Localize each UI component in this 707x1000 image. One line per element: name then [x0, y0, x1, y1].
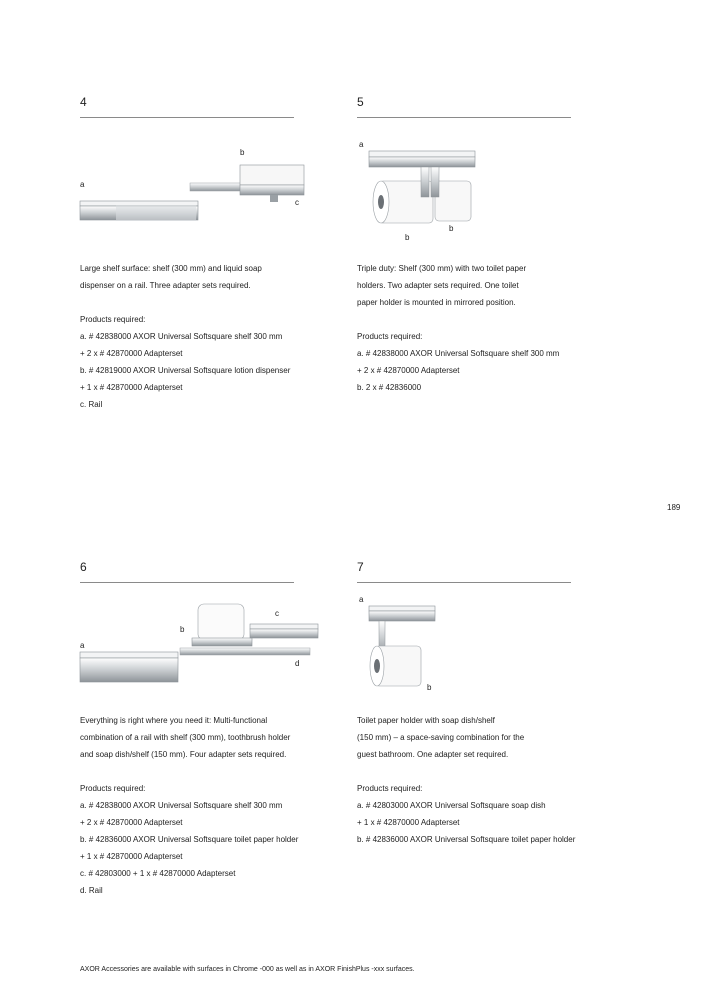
- product-line: + 1 x # 42870000 Adapterset: [80, 383, 183, 392]
- product-line: c. # 42803000 + 1 x # 42870000 Adapterset: [80, 869, 236, 878]
- description-line: Everything is right where you need it: Multi-functional: [80, 716, 268, 725]
- products-heading: Products required:: [357, 332, 423, 341]
- product-line: b. # 42819000 AXOR Universal Softsquare lotion dispenser: [80, 366, 291, 375]
- description-line: combination of a rail with shelf (300 mm), toothbrush holder: [80, 733, 291, 742]
- product-image-shelf-two-paper-holders: [357, 125, 597, 242]
- callout-b: b: [405, 233, 410, 242]
- callout-a: a: [359, 140, 364, 149]
- description-line: dispenser on a rail. Three adapter sets required.: [80, 281, 251, 290]
- products-heading: Products required:: [80, 784, 146, 793]
- products-heading: Products required:: [357, 784, 423, 793]
- description-line: Large shelf surface: shelf (300 mm) and liquid soap: [80, 264, 262, 273]
- product-line: a. # 42838000 AXOR Universal Softsquare shelf 300 mm: [357, 349, 560, 358]
- product-line: b. # 42836000 AXOR Universal Softsquare toilet paper holder: [357, 835, 576, 844]
- section-divider: [357, 582, 571, 583]
- section-text: [357, 712, 575, 848]
- description-line: holders. Two adapter sets required. One toilet: [357, 281, 519, 290]
- callout-a: a: [359, 595, 364, 604]
- product-line: + 1 x # 42870000 Adapterset: [80, 852, 183, 861]
- product-line: d. Rail: [80, 886, 103, 895]
- section-number: 5: [357, 95, 364, 109]
- section-text: [80, 712, 298, 899]
- products-heading: Products required:: [80, 315, 146, 324]
- product-line: + 2 x # 42870000 Adapterset: [80, 818, 183, 827]
- product-line: a. # 42838000 AXOR Universal Softsquare shelf 300 mm: [80, 801, 283, 810]
- footer-note: AXOR Accessories are available with surfaces in Chrome -000 as well as in AXOR FinishPlus -xxx surfaces.: [80, 966, 415, 973]
- description-line: Toilet paper holder with soap dish/shelf: [357, 716, 495, 725]
- product-line: a. # 42803000 AXOR Universal Softsquare soap dish: [357, 801, 546, 810]
- section-number: 6: [80, 560, 87, 574]
- description-line: guest bathroom. One adapter set required.: [357, 750, 509, 759]
- callout-a: a: [80, 641, 85, 650]
- section-divider: [80, 582, 294, 583]
- description-line: Triple duty: Shelf (300 mm) with two toilet paper: [357, 264, 527, 273]
- section-divider: [357, 117, 571, 118]
- callout-b: b: [427, 683, 432, 692]
- description-line: (150 mm) – a space-saving combination for the: [357, 733, 525, 742]
- product-line: b. 2 x # 42836000: [357, 383, 422, 392]
- callout-b: b: [240, 148, 245, 157]
- product-line: c. Rail: [80, 400, 103, 409]
- product-image-shelf-rail-dispenser: [80, 125, 320, 230]
- product-line: + 1 x # 42870000 Adapterset: [357, 818, 460, 827]
- section-number: 4: [80, 95, 87, 109]
- section-text: [357, 260, 559, 396]
- product-line: b. # 42836000 AXOR Universal Softsquare toilet paper holder: [80, 835, 299, 844]
- section-text: [80, 260, 290, 413]
- section-divider: [80, 117, 294, 118]
- page-number: 189: [667, 503, 681, 512]
- description-line: paper holder is mounted in mirrored position.: [357, 298, 516, 307]
- description-line: and soap dish/shelf (150 mm). Four adapter sets required.: [80, 750, 287, 759]
- callout-c: c: [275, 609, 279, 618]
- callout-b: b: [180, 625, 185, 634]
- callout-b: b: [449, 224, 454, 233]
- product-image-paper-holder-soapdish: [357, 590, 597, 695]
- product-line: a. # 42838000 AXOR Universal Softsquare shelf 300 mm: [80, 332, 283, 341]
- callout-c: c: [295, 198, 299, 207]
- product-image-rail-shelf-toothbrush-soapdish: [80, 590, 320, 695]
- product-line: + 2 x # 42870000 Adapterset: [80, 349, 183, 358]
- section-number: 7: [357, 560, 364, 574]
- callout-a: a: [80, 180, 85, 189]
- product-line: + 2 x # 42870000 Adapterset: [357, 366, 460, 375]
- callout-d: d: [295, 659, 300, 668]
